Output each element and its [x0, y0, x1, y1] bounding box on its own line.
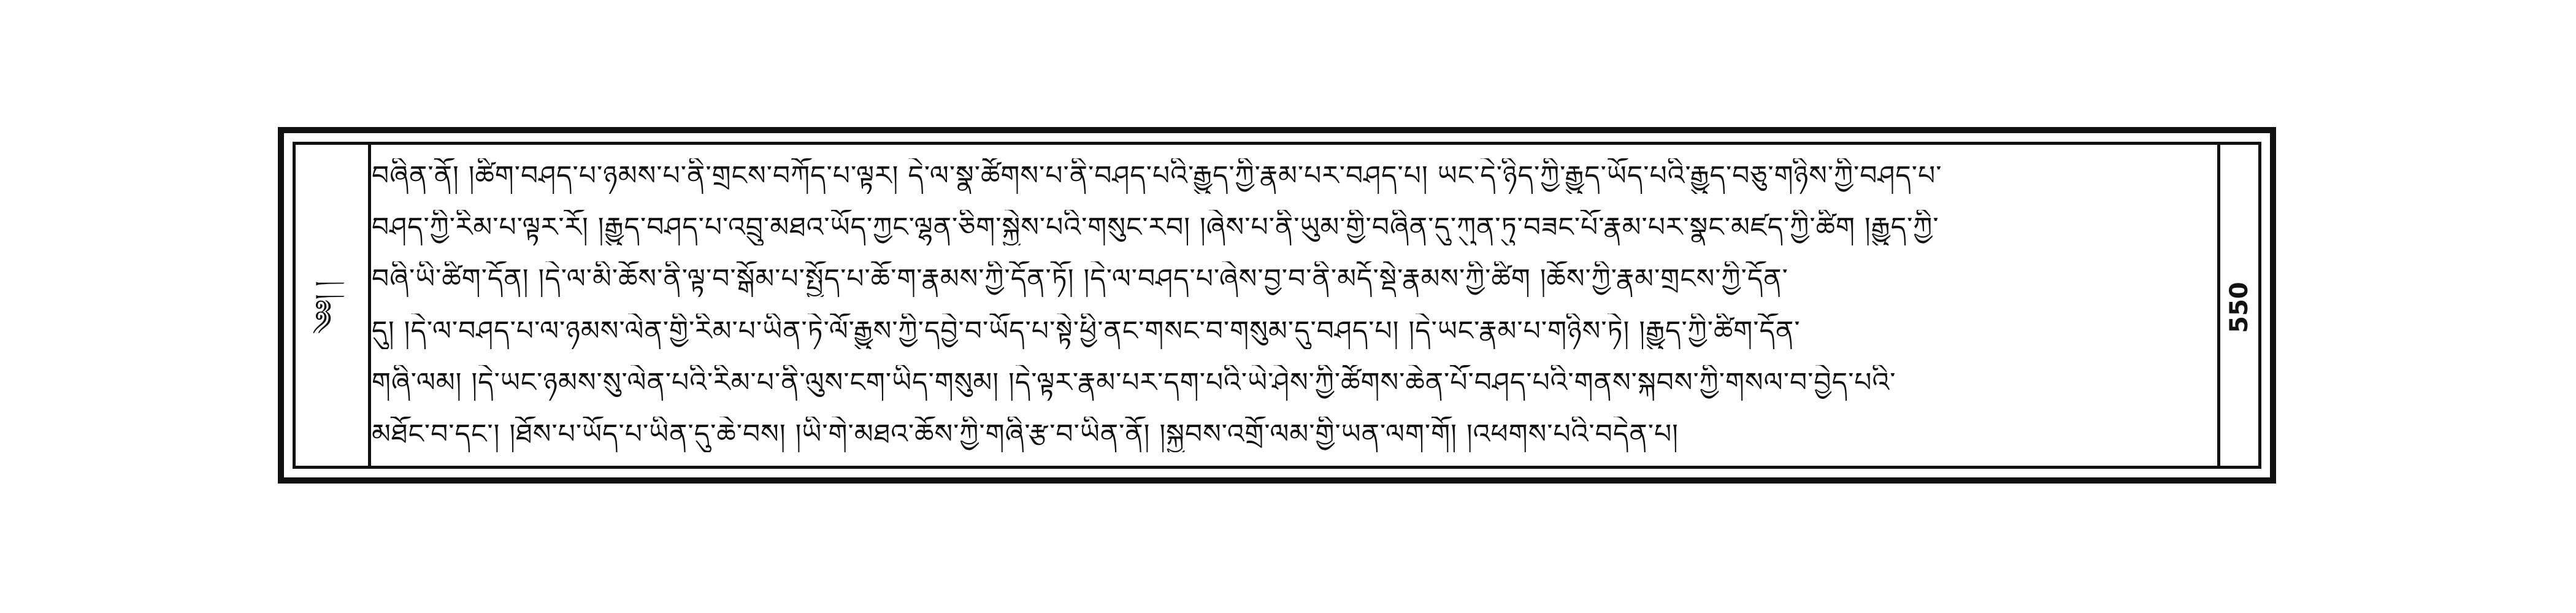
- text-line-2: བཤད་ཀྱི་རིམ་པ་ལྟར་རོ། །རྒྱུད་བཤད་པ་འབྲུ་མཐའ་ཡོད་ཀྱང་ལྷན་ཅིག་སྐྱེས་པའི་གསུང་རབ། །ཞེས་པ་ནི་ཡུམ་གྱི་བཞིན་དུ་ཀུན་ཏུ་བཟང་པོ་རྣམ་པར་སྣང་མཛད་ཀྱི་ཚིག །རྒྱུད་ཀྱི་: [372, 212, 1939, 244]
- right-margin: [2217, 145, 2258, 466]
- text-block: [372, 158, 2217, 452]
- manuscript-folio: [278, 127, 2276, 484]
- text-line-1: བཞིན་ནོ། །ཚིག་བཤད་པ་ཉམས་པ་ནི་གྲངས་བཀོད་པ་ལྟར། དེ་ལ་སྣ་ཚོགས་པ་ནི་བཤད་པའི་རྒྱུད་ཀྱི་རྣམ་པར་བཤད་པ། ཡང་དེ་ཉིད་ཀྱི་རྒྱུད་ཡོད་པའི་རྒྱུད་བཅུ་གཉིས་ཀྱི་བཤད་པ་: [372, 160, 1942, 191]
- text-line-3: བཞི་ཡི་ཚིག་དོན། །དེ་ལ་མི་ཆོས་ནི་ལྟ་བ་སྒོམ་པ་སྤྱོད་པ་ཆོ་ག་རྣམས་ཀྱི་དོན་ཏོ། །དེ་ལ་བཤད་པ་ཞེས་བྱ་བ་ནི་མདོ་སྡེ་རྣམས་ཀྱི་ཚིག །ཆོས་ཀྱི་རྣམ་གྲངས་ཀྱི་དོན་: [372, 263, 1788, 295]
- folio-inner-frame: [293, 142, 2261, 469]
- text-line-5: གཞི་ལམ། །དེ་ཡང་ཉམས་སུ་ལེན་པའི་རིམ་པ་ནི་ལུས་ངག་ཡིད་གསུམ། །དེ་ལྟར་རྣམ་པར་དག་པའི་ཡེ་ཤེས་ཀྱི་ཚོགས་ཆེན་པོ་བཤད་པའི་གནས་སྐབས་ཀྱི་གསལ་བ་བྱེད་པའི་: [372, 366, 1896, 398]
- left-margin: [296, 145, 371, 466]
- text-line-4: དུ། །དེ་ལ་བཤད་པ་ལ་ཉམས་ལེན་གྱི་རིམ་པ་ཡིན་ཏེ་ལོ་རྒྱུས་ཀྱི་དབྱེ་བ་ཡོད་པ་སྟེ་ཕྱི་ནང་གསང་བ་གསུམ་དུ་བཤད་པ། །དེ་ཡང་རྣམ་པ་གཉིས་ཏེ། །རྒྱུད་ཀྱི་ཚིག་དོན་: [372, 315, 1801, 347]
- page-number: 550: [2225, 282, 2253, 333]
- margin-title: ༄༅། །: [310, 280, 339, 334]
- text-line-6: མཐོང་བ་དང་། །ཐོས་པ་ཡོད་པ་ཡིན་དུ་ཆེ་བས། །ཡི་གེ་མཐའ་ཆོས་ཀྱི་གཞི་རྩ་བ་ཡིན་ནོ། །སྐྱབས་འགྲོ་ལམ་གྱི་ཡན་ལག་གོ། །འཕགས་པའི་བདེན་པ།: [372, 418, 1679, 450]
